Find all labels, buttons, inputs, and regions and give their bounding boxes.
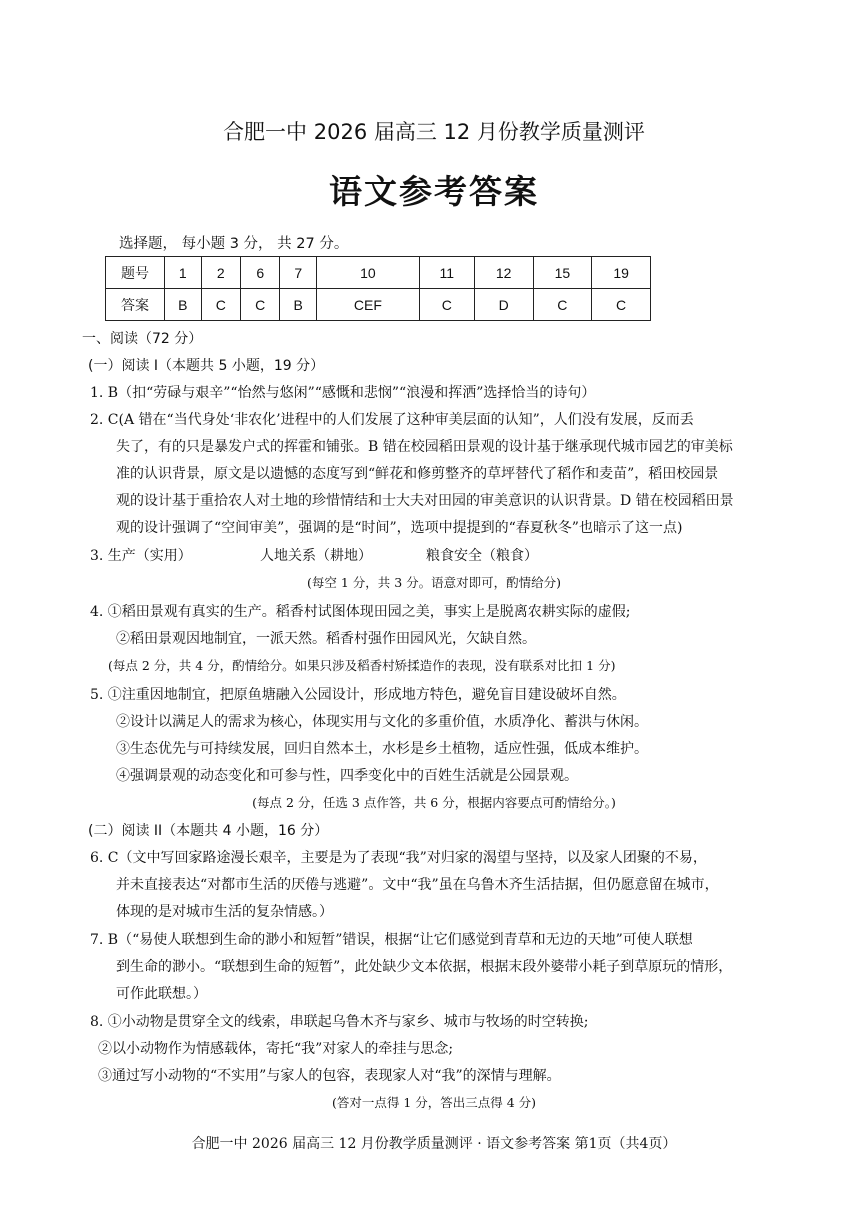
answer-cell: CEF [317,289,420,321]
answer-cell: B [280,289,317,321]
scoring-note: (每点 2 分，共 4 分，酌情给分。如果只涉及稻香村矫揉造作的表现，没有联系对比扣 1 分) [108,658,616,673]
answer-table [105,256,651,321]
document-subtitle: 语文参考答案 [329,172,539,211]
answer-line: 观的设计强调了“空间审美”，强调的是“时间”，选项中提提到的“春夏秋冬”也暗示了这一点) [116,520,683,536]
page-footer: 合肥一中 2026 届高三 12 月份教学质量测评 · 语文参考答案 第1页（共4页） [191,1136,677,1152]
answer-line: 可作此联想。） [116,986,207,1002]
answer-line: ②设计以满足人的需求为核心，体现实用与文化的多重价值，水质净化、蓄洪与休闲。 [116,714,648,730]
answer-cell: D [474,289,533,321]
question-number-cell: 6 [241,257,280,289]
question-number-cell: 7 [280,257,317,289]
answer-line: 2. C(A 错在“当代身处‘非农化’进程中的人们发展了这种审美层面的认知”，人们没有发展，反而丢 [90,412,694,428]
answer-line: ②以小动物作为情感载体，寄托“我”对家人的牵挂与思念; [98,1041,454,1057]
answer-line: 1. B（扣“劳碌与艰辛”“怡然与悠闲”“感慨和悲悯”“浪漫和挥洒”选择恰当的诗句） [90,385,596,401]
answer-line: ④强调景观的动态变化和可参与性，四季变化中的百姓生活就是公园景观。 [116,768,578,784]
answer-cell: B [165,289,202,321]
answer-line: 失了，有的只是暴发户式的挥霍和铺张。B 错在校园稻田景观的设计基于继承现代城市园艺的审美标 [116,439,733,455]
answer-line: 观的设计基于重拾农人对土地的珍惜情结和士大夫对田园的审美意识的认识背景。D 错在校园稻田景 [116,493,734,509]
answer-line: 4. ①稻田景观有真实的生产。稻香村试图体现田园之美，事实上是脱离农耕实际的虚假; [90,604,631,620]
document-title: 合肥一中 2026 届高三 12 月份教学质量测评 [223,120,645,144]
answer-cell: C [201,289,240,321]
answer-line: 准的认识背景，原文是以遗憾的态度写到“鲜花和修剪整齐的草坪替代了稻作和麦苗”，稻田校园景 [116,466,719,482]
question-number-cell: 1 [165,257,202,289]
part-heading: (二）阅读 II（本题共 4 小题，16 分） [88,823,329,839]
section-heading: 一、阅读（72 分） [82,331,203,347]
question-number-cell: 11 [419,257,474,289]
question-number-cell: 2 [201,257,240,289]
answer-line: 粮食安全（粮食） [426,548,538,564]
answer-line: 体现的是对城市生活的复杂情感。） [116,904,333,920]
table-row-answers [106,289,651,321]
answer-line: 6. C（文中写回家路途漫长艰辛，主要是为了表现“我”对归家的渴望与坚持，以及家人团聚的不易， [90,850,707,866]
answer-line: ③通过写小动物的“不实用”与家人的包容，表现家人对“我”的深情与理解。 [98,1068,561,1084]
choice-intro: 选择题， 每小题 3 分， 共 27 分。 [119,236,349,252]
answer-line: 5. ①注重因地制宜，把原鱼塘融入公园设计，形成地方特色，避免盲目建设破坏自然。 [90,687,626,703]
answer-line: 到生命的渺小。“联想到生命的短暂”，此处缺少文本依据，根据末段外婆带小耗子到草原玩的情形， [116,959,733,975]
scoring-note: (每点 2 分，任选 3 点作答，共 6 分，根据内容要点可酌情给分。) [252,795,616,810]
answer-line: 并未直接表达“对都市生活的厌倦与逃避”。文中“我”虽在乌鲁木齐生活拮据，但仍愿意留在城市， [116,877,719,893]
answer-line: 人地关系（耕地） [260,548,372,564]
table-header-cell: 题号 [106,257,165,289]
scoring-note: (每空 1 分，共 3 分。语意对即可，酌情给分) [306,575,562,590]
scoring-note: (答对一点得 1 分，答出三点得 4 分) [331,1095,537,1110]
answer-cell: C [419,289,474,321]
question-number-cell: 12 [474,257,533,289]
question-number-cell: 10 [317,257,420,289]
answer-cell: C [592,289,651,321]
table-row-numbers [106,257,651,289]
answer-line: 7. B（“易使人联想到生命的渺小和短暂”错误，根据“让它们感觉到青草和无边的天地”可使人联想 [90,932,693,948]
answer-cell: C [241,289,280,321]
part-heading: (一）阅读 I（本题共 5 小题，19 分） [88,358,325,374]
table-header-cell: 答案 [106,289,165,321]
question-number-cell: 19 [592,257,651,289]
answer-line: ②稻田景观因地制宜，一派天然。稻香村强作田园风光，欠缺自然。 [116,631,536,647]
answer-line: 3. 生产（实用） [90,548,192,564]
answer-line: ③生态优先与可持续发展，回归自然本土，水杉是乡土植物，适应性强，低成本维护。 [116,741,648,757]
answer-cell: C [533,289,592,321]
question-number-cell: 15 [533,257,592,289]
answer-line: 8. ①小动物是贯穿全文的线索，串联起乌鲁木齐与家乡、城市与牧场的时空转换; [90,1014,589,1030]
